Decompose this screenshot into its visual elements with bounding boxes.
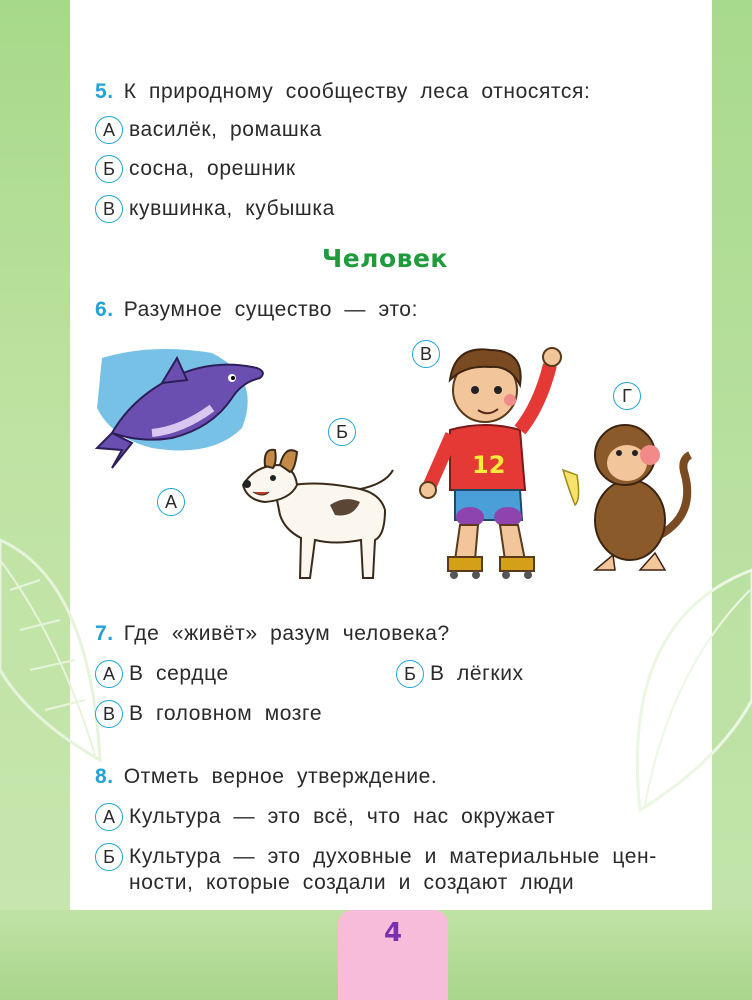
option-text: В сердце bbox=[129, 662, 229, 685]
question-5 bbox=[95, 80, 590, 104]
option-letter-circle[interactable]: Б bbox=[95, 843, 123, 871]
right-green-margin bbox=[712, 0, 752, 1000]
question-number: 5. bbox=[95, 80, 114, 103]
option-letter-circle[interactable]: А bbox=[95, 116, 123, 144]
question-text: К природному сообществу леса относятся: bbox=[123, 80, 591, 103]
option-text: Культура — это всё, что нас окружает bbox=[129, 805, 556, 828]
answer-option-7b[interactable] bbox=[396, 660, 524, 688]
question-text: Где «живёт» разум человека? bbox=[123, 622, 450, 645]
answer-option-8b[interactable] bbox=[95, 843, 657, 896]
option-letter-circle[interactable]: А bbox=[95, 660, 123, 688]
option-letter-circle[interactable]: В bbox=[412, 340, 440, 368]
picture-label-v[interactable] bbox=[412, 340, 446, 368]
picture-label-g[interactable] bbox=[613, 382, 647, 410]
answer-option-7c[interactable] bbox=[95, 700, 322, 728]
option-text: В лёгких bbox=[430, 662, 524, 685]
answer-option-5b[interactable] bbox=[95, 155, 296, 183]
question-7 bbox=[95, 622, 450, 646]
answer-option-5a[interactable] bbox=[95, 116, 322, 144]
leaf-decoration-icon bbox=[0, 520, 110, 780]
question-8 bbox=[95, 765, 437, 789]
question-number: 6. bbox=[95, 298, 114, 321]
option-text: В головном мозге bbox=[129, 702, 323, 725]
monkey-picture[interactable] bbox=[555, 405, 705, 580]
leaf-decoration-icon bbox=[600, 560, 752, 820]
answer-option-7a[interactable] bbox=[95, 660, 229, 688]
option-text: сосна, орешник bbox=[129, 157, 296, 180]
picture-label-a[interactable] bbox=[157, 488, 191, 516]
answer-option-8a[interactable] bbox=[95, 803, 555, 831]
option-text-line-1: Культура — это духовные и материальные цен- bbox=[129, 845, 657, 868]
question-text: Разумное существо — это: bbox=[123, 298, 419, 321]
question-text: Отметь верное утверждение. bbox=[123, 765, 438, 788]
option-text-line-2: ности, которые создали и создают люди bbox=[129, 871, 575, 894]
option-letter-circle[interactable]: В bbox=[95, 700, 123, 728]
option-letter-circle[interactable]: А bbox=[157, 488, 185, 516]
option-letter-circle[interactable]: Б bbox=[95, 155, 123, 183]
section-heading: Человек bbox=[322, 244, 448, 273]
question-number: 8. bbox=[95, 765, 114, 788]
left-green-margin bbox=[0, 0, 70, 1000]
option-text: кувшинка, кубышка bbox=[129, 197, 335, 220]
option-letter-circle[interactable]: Г bbox=[613, 382, 641, 410]
picture-label-b[interactable] bbox=[328, 418, 362, 446]
option-letter-circle[interactable]: Б bbox=[396, 660, 424, 688]
page-number: 4 bbox=[383, 918, 403, 948]
shirt-number: 12 bbox=[472, 451, 506, 479]
boy-picture[interactable] bbox=[410, 335, 570, 580]
option-letter-circle[interactable]: Б bbox=[328, 418, 356, 446]
page-number-tab bbox=[338, 910, 448, 1000]
question-6 bbox=[95, 298, 418, 322]
option-text: василёк, ромашка bbox=[129, 118, 322, 141]
answer-option-5c[interactable] bbox=[95, 195, 335, 223]
dog-picture[interactable] bbox=[235, 440, 405, 585]
question-number: 7. bbox=[95, 622, 114, 645]
option-letter-circle[interactable]: А bbox=[95, 803, 123, 831]
option-letter-circle[interactable]: В bbox=[95, 195, 123, 223]
